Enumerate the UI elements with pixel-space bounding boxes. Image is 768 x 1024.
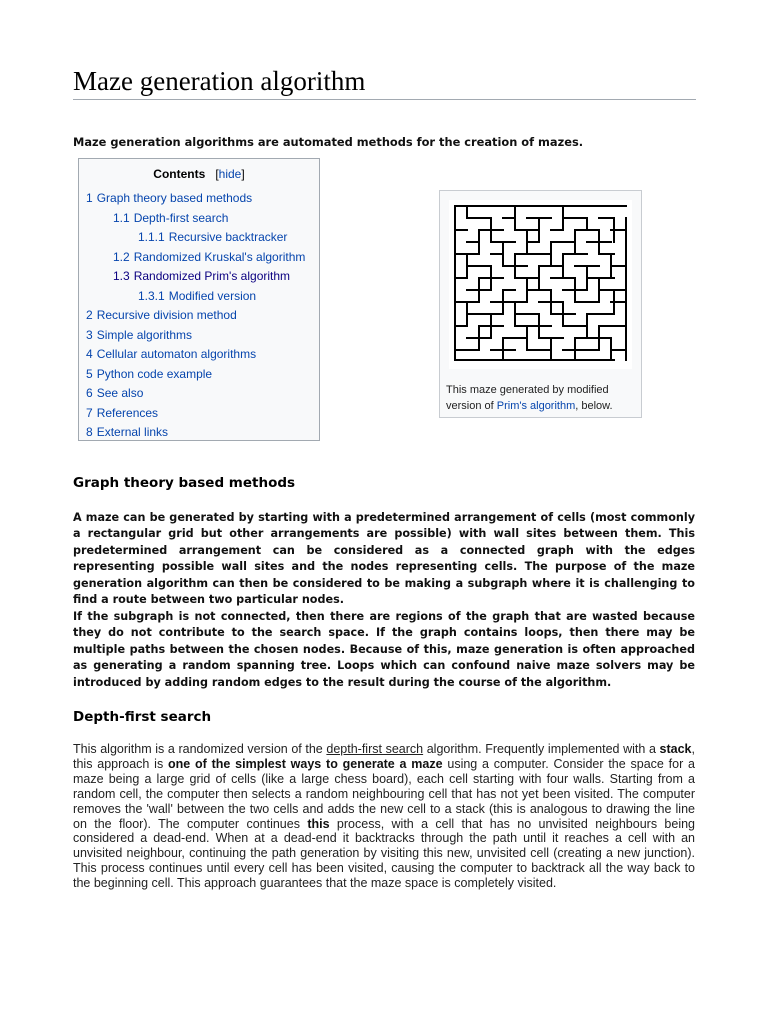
- toc-label: Cellular automaton algorithms: [96, 347, 257, 361]
- toc-item-recursive-backtracker[interactable]: [79, 228, 319, 248]
- toc-label: Python code example: [96, 366, 213, 381]
- toc-item-simple-algorithms[interactable]: [79, 326, 319, 346]
- toc-item-references[interactable]: [79, 404, 319, 424]
- toc-number: 6: [86, 386, 93, 400]
- paragraph-depth-first-search: [73, 742, 695, 891]
- toc-hide-bracket-close: ]: [241, 167, 245, 181]
- toc-label: Randomized Prim's algorithm: [133, 269, 291, 283]
- toc-item-see-also[interactable]: [79, 384, 319, 404]
- caption-text: This maze generated by modified version of: [446, 384, 609, 412]
- toc-label: See also: [96, 386, 144, 400]
- dfs-text: using a computer. Consider the space for a maze being a large grid of cells (like a large chess board), each cell starting with four walls. Starting from a random cell, the computer then selects a random neighbouring cell that has not yet been visited. The computer removes the 'wall' between the two cells and adds the new cell to a stack (this is analogous to drawing the line on the floor). The computer continues: [73, 756, 695, 831]
- toc-list: [79, 189, 319, 443]
- toc-number: 3: [86, 327, 93, 342]
- toc-item-depth-first-search[interactable]: [79, 209, 319, 229]
- paragraph-graph-theory-2: If the subgraph is not connected, then there are regions of the graph that are wasted because they do not contribute to the search space. If the graph contains loops, then there may be multiple paths between the chosen nodes. Because of this, maze generation is often approached as generating a random spanning tree. Loops which can confound naive maze solvers may be introduced by adding random edges to the result during the course of the algorithm.: [73, 610, 695, 689]
- table-of-contents: [78, 158, 320, 441]
- toc-header: [79, 167, 319, 181]
- toc-item-external-links[interactable]: [79, 423, 319, 443]
- toc-number: 2: [86, 308, 93, 322]
- dfs-bold-stack: stack: [659, 742, 692, 756]
- toc-number: 1: [86, 191, 93, 205]
- dfs-bold-this: this: [307, 816, 330, 831]
- dfs-text: This algorithm is a randomized version of the: [73, 742, 327, 756]
- caption-text-end: , below.: [575, 400, 613, 412]
- toc-hide-bracket-open: [: [215, 167, 219, 181]
- page-title: Maze generation algorithm: [73, 66, 366, 96]
- dfs-text: process, with a cell that has no unvisited neighbours being considered a dead-end. When at a dead-end it backtracks through the path until it reaches a cell with an unvisited neighbour, continuing the path generation by visiting this new, unvisited cell (creating a new junction). This process continues until every cell has been visited, causing the computer to backtrack all the way back to the beginning cell. This approach guarantees that the maze space is completely visited.: [73, 816, 696, 891]
- toc-item-recursive-division[interactable]: [79, 306, 319, 326]
- toc-number: 1.3.1: [138, 288, 165, 303]
- toc-item-kruskal[interactable]: [79, 248, 319, 268]
- toc-label: References: [96, 405, 159, 420]
- toc-item-graph-theory[interactable]: [79, 189, 319, 209]
- heading-depth-first-search: Depth-first search: [73, 709, 212, 725]
- toc-label: Graph theory based methods: [96, 191, 253, 205]
- toc-number: 1.1.1: [138, 230, 165, 244]
- toc-label: Simple algorithms: [96, 327, 193, 342]
- toc-title: Contents: [153, 167, 206, 181]
- depth-first-search-link[interactable]: depth-first search: [326, 742, 424, 756]
- toc-label: Depth-first search: [133, 210, 229, 225]
- toc-number: 1.3: [113, 269, 130, 283]
- prims-algorithm-link[interactable]: Prim's algorithm: [496, 400, 576, 412]
- figure-caption: [446, 382, 636, 414]
- toc-item-python-code[interactable]: [79, 365, 319, 385]
- dfs-bold-simplest: one of the simplest ways to generate a maze: [168, 756, 443, 771]
- toc-hide-link[interactable]: hide: [218, 167, 242, 181]
- dfs-text: , this approach is: [73, 742, 695, 771]
- intro-text: Maze generation algorithms are automated methods for the creation of mazes.: [73, 135, 584, 149]
- toc-number: 4: [86, 347, 93, 361]
- toc-label: External links: [96, 425, 169, 439]
- toc-number: 1.2: [113, 249, 130, 264]
- toc-label: Randomized Kruskal's algorithm: [133, 249, 306, 264]
- toc-label: Recursive division method: [96, 308, 237, 322]
- paragraph-graph-theory-1: A maze can be generated by starting with a predetermined arrangement of cells (most commonly a rectangular grid but other arrangements are possible) with wall sites between them. This predetermined arrangement can be considered as a connected graph with the edges representing possible wall sites and the nodes representing cells. The purpose of the maze generation algorithm can then be considered to be making a subgraph where it is challenging to find a route between two particular nodes.: [73, 511, 695, 607]
- maze-figure: [439, 190, 642, 418]
- toc-item-prim[interactable]: [79, 267, 319, 287]
- toc-item-modified-version[interactable]: [79, 287, 319, 307]
- dfs-text: algorithm. Frequently implemented with a: [423, 742, 660, 756]
- toc-number: 1.1: [113, 210, 130, 225]
- heading-graph-theory: Graph theory based methods: [73, 475, 296, 491]
- toc-number: 8: [86, 425, 93, 439]
- toc-number: 5: [86, 366, 93, 381]
- title-divider: [73, 99, 696, 100]
- maze-image[interactable]: [449, 200, 632, 369]
- toc-item-cellular-automaton[interactable]: [79, 345, 319, 365]
- toc-label: Recursive backtracker: [168, 230, 288, 244]
- toc-label: Modified version: [168, 288, 257, 303]
- toc-number: 7: [86, 405, 93, 420]
